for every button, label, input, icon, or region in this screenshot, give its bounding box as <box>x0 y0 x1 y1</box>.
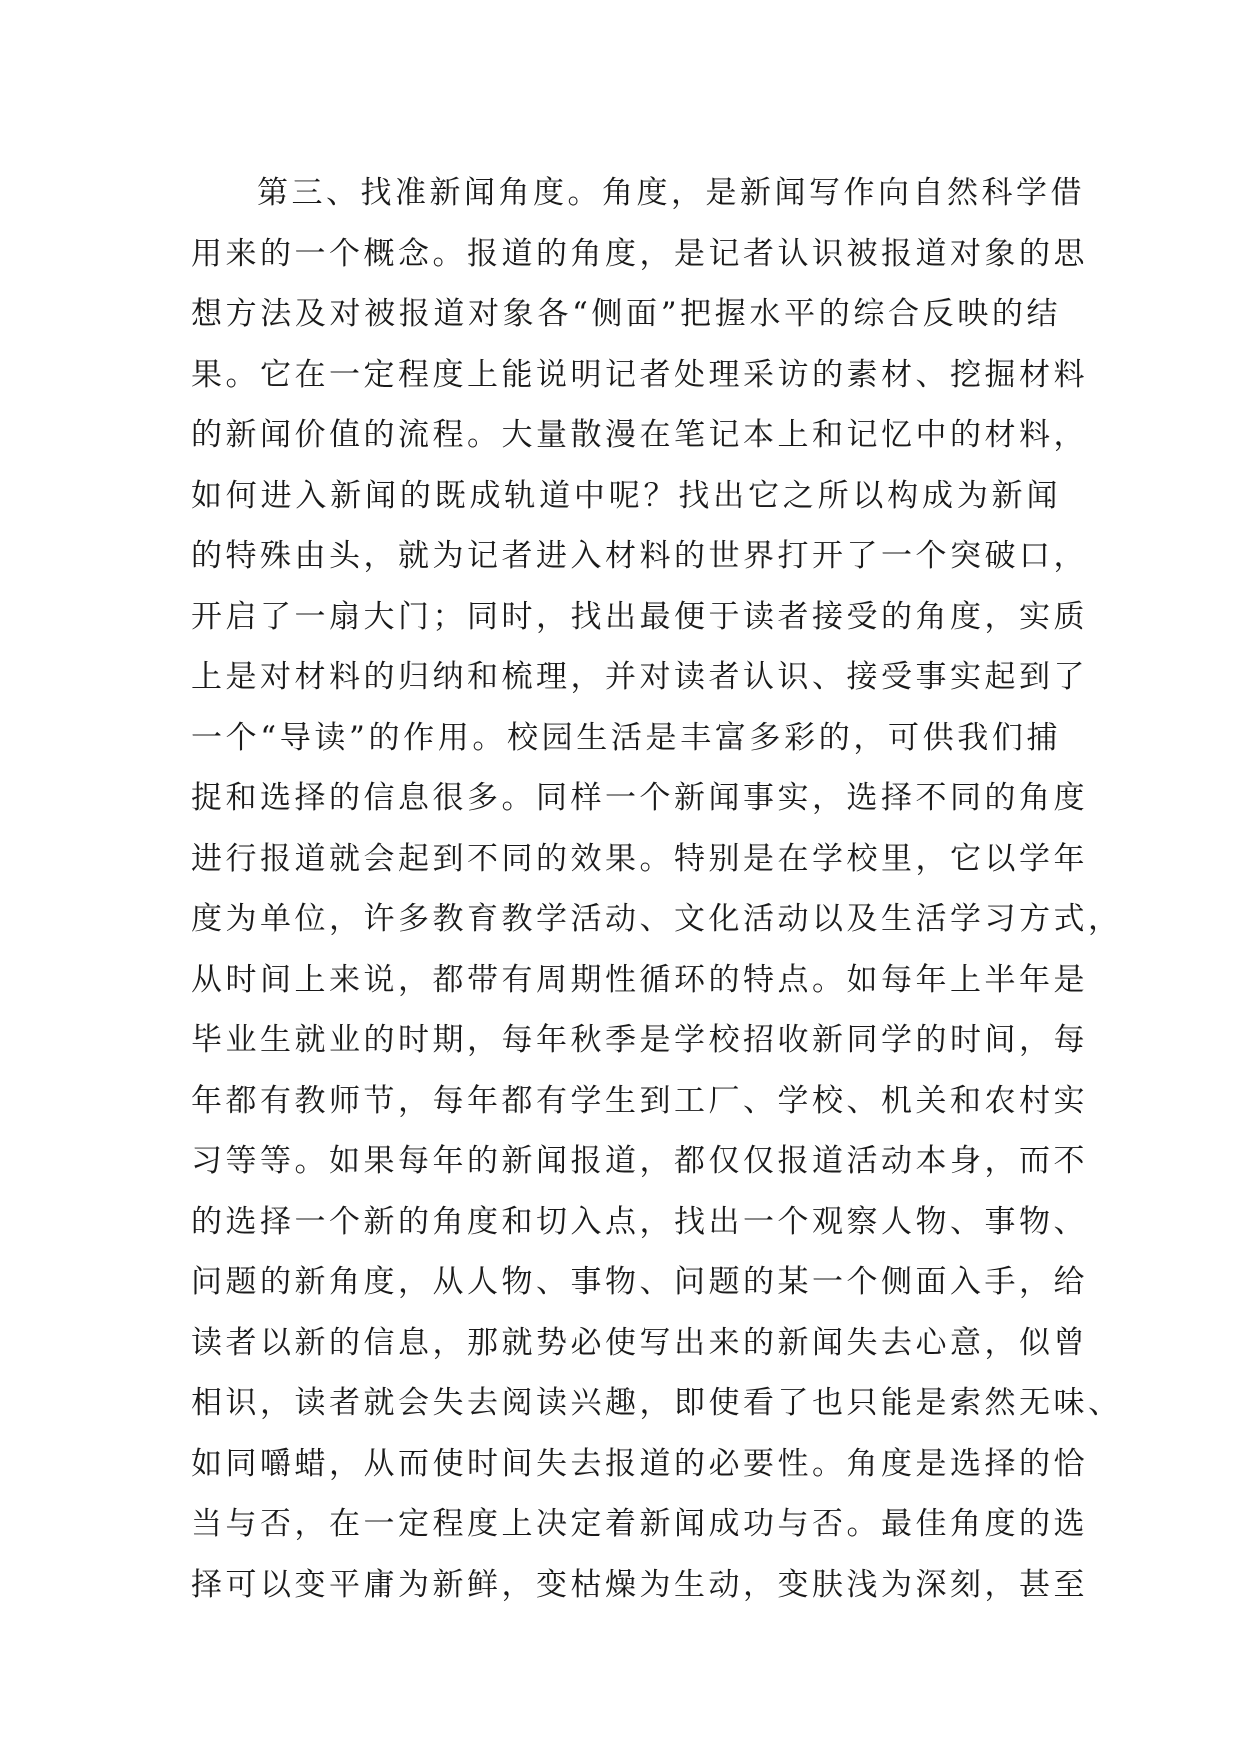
paragraph-line: 相识，读者就会失去阅读兴趣，即使看了也只能是索然无味、 <box>191 1385 1123 1421</box>
paragraph-line: 如同嚼蜡，从而使时间失去报道的必要性。角度是选择的恰 <box>191 1445 1088 1482</box>
paragraph-line: 习等等。如果每年的新闻报道，都仅仅报道活动本身，而不 <box>191 1143 1088 1179</box>
paragraph-line: 进行报道就会起到不同的效果。特别是在学校里，它以学年 <box>191 840 1088 877</box>
paragraph-line: 开启了一扇大门；同时，找出最便于读者接受的角度，实质 <box>191 598 1088 635</box>
paragraph-line: 问题的新角度，从人物、事物、问题的某一个侧面入手，给 <box>191 1264 1088 1300</box>
paragraph-line: 从时间上来说，都带有周期性循环的特点。如每年上半年是 <box>191 961 1088 998</box>
paragraph-line: 用来的一个概念。报道的角度，是记者认识被报道对象的思 <box>191 235 1088 272</box>
paragraph-line: 毕业生就业的时期，每年秋季是学校招收新同学的时间，每 <box>191 1022 1088 1058</box>
paragraph-line: 捉和选择的信息很多。同样一个新闻事实，选择不同的角度 <box>191 780 1088 816</box>
paragraph-line: 度为单位，许多教育教学活动、文化活动以及生活学习方式， <box>191 901 1123 937</box>
paragraph-line: 第三、找准新闻角度。角度，是新闻写作向自然科学借 <box>257 175 1085 211</box>
paragraph-line: 的选择一个新的角度和切入点，找出一个观察人物、事物、 <box>191 1203 1088 1240</box>
paragraph-line: 择可以变平庸为新鲜，变枯燥为生动，变肤浅为深刻，甚至 <box>191 1566 1088 1603</box>
paragraph-line: 上是对材料的归纳和梳理，并对读者认识、接受事实起到了 <box>191 659 1088 695</box>
paragraph-line: 读者以新的信息，那就势必使写出来的新闻失去心意，似曾 <box>191 1324 1088 1361</box>
paragraph-line: 的特殊由头，就为记者进入材料的世界打开了一个突破口， <box>191 538 1088 574</box>
body-paragraph <box>191 163 1123 1615</box>
paragraph-line: 想方法及对被报道对象各“侧面”把握水平的综合反映的结 <box>191 296 1061 332</box>
paragraph-line: 的新闻价值的流程。大量散漫在笔记本上和记忆中的材料， <box>191 417 1088 453</box>
paragraph-line: 当与否，在一定程度上决定着新闻成功与否。最佳角度的选 <box>191 1506 1088 1542</box>
paragraph-line: 年都有教师节，每年都有学生到工厂、学校、机关和农村实 <box>191 1082 1088 1119</box>
paragraph-line: 果。它在一定程度上能说明记者处理采访的素材、挖掘材料 <box>191 356 1088 393</box>
paragraph-line: 如何进入新闻的既成轨道中呢？找出它之所以构成为新闻 <box>191 477 1061 514</box>
paragraph-line: 一个“导读”的作用。校园生活是丰富多彩的，可供我们捕 <box>191 719 1061 756</box>
